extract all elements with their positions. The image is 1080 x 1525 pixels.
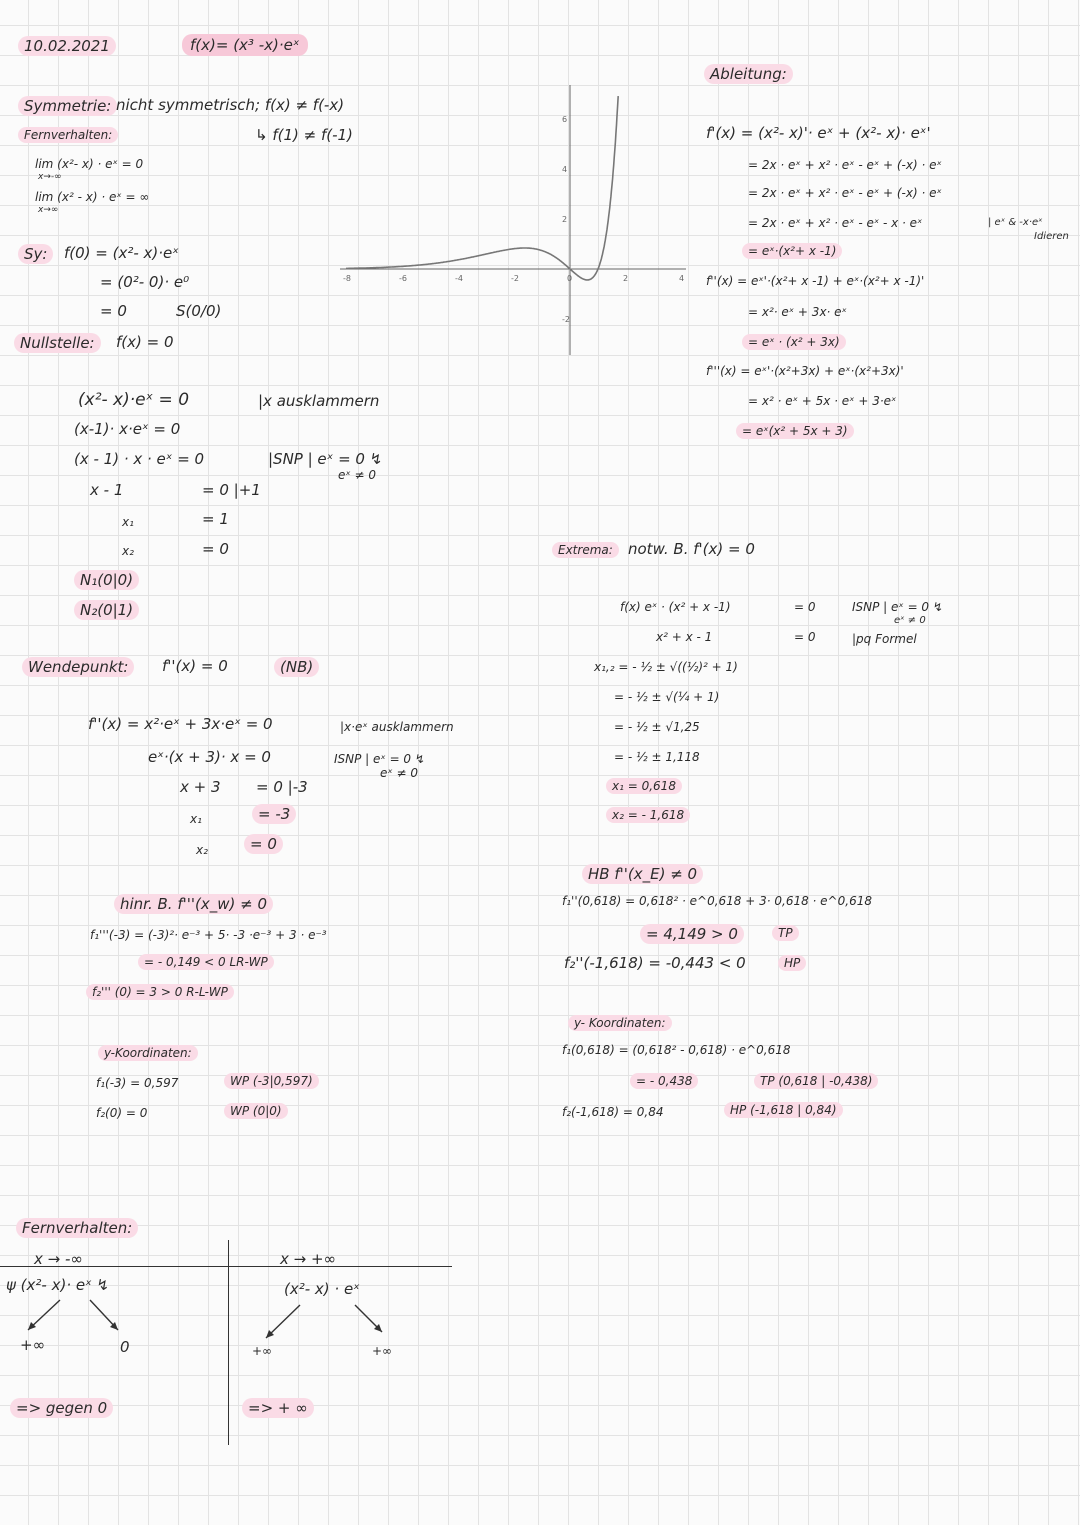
- derivative-3: = 2x · eˣ + x² · eˣ - eˣ + (-x) · eˣ: [748, 186, 942, 200]
- sy-line-1: f(0) = (x²- x)·eˣ: [64, 244, 179, 262]
- extrema-label: Extrema:: [552, 542, 619, 558]
- hb-line-3: f₂''(-1,618) = -0,443 < 0: [564, 954, 746, 972]
- extrema-line-2-note: |pq Formel: [852, 632, 917, 646]
- limit-2: lim (x² - x) · eˣ = ∞: [35, 190, 150, 204]
- y-koordinaten-right-3: f₂(-1,618) = 0,84: [562, 1105, 664, 1119]
- x-tick-label: 4: [679, 274, 685, 283]
- y-koordinaten-right-2: = - 0,438: [630, 1073, 698, 1089]
- table-right-expr: (x²- x) · eˣ: [284, 1280, 360, 1298]
- ns-line-5: x₁: [122, 515, 134, 529]
- table-left-b: 0: [120, 1338, 130, 1356]
- x-tick-label: 0: [567, 274, 573, 283]
- hb-line-2: = 4,149 > 0: [640, 924, 744, 944]
- derivative-10: = x² · eˣ + 5x · eˣ + 3·eˣ: [748, 394, 897, 408]
- extrema-line-1: f(x) eˣ · (x² + x -1): [620, 600, 731, 614]
- fernverhalten-label: Fernverhalten:: [18, 127, 118, 143]
- derivative-1: f'(x) = (x²- x)'· eˣ + (x²- x)· eˣ': [706, 124, 931, 142]
- wendepunkt-nb: (NB): [274, 657, 319, 677]
- function-title: f(x)= (x³ -x)·eˣ: [182, 34, 308, 56]
- symmetry-text-2: ↳ f(1) ≠ f(-1): [255, 126, 353, 144]
- hb-line-2-right: TP: [772, 925, 799, 941]
- wendepunkt-2: WP (0|0): [224, 1103, 288, 1119]
- hinr-b-label: hinr. B. f'''(x_w) ≠ 0: [114, 894, 273, 914]
- wendepunkt-condition: f''(x) = 0: [162, 657, 228, 675]
- table-left-result: => gegen 0: [10, 1398, 113, 1418]
- zero-point-1: N₁(0|0): [74, 570, 139, 590]
- table-right-result: => + ∞: [242, 1398, 314, 1418]
- tiefpunkt: TP (0,618 | -0,438): [754, 1073, 878, 1089]
- ns-line-3-note: |SNP | eˣ = 0 ↯: [268, 450, 383, 468]
- wp-line-2-note: ISNP | eˣ = 0 ↯: [334, 752, 425, 766]
- wp-line-3-right: = 0 |-3: [256, 778, 308, 796]
- x-tick-label: -2: [511, 274, 519, 283]
- y-tick-label: 4: [562, 165, 568, 174]
- ns-line-4: x - 1: [90, 481, 124, 499]
- y-koordinaten-right-label: y- Koordinaten:: [568, 1015, 672, 1031]
- derivative-4-note-2: Idieren: [1034, 231, 1069, 242]
- table-right-head: x → +∞: [280, 1250, 337, 1268]
- y-koordinaten-right-1: f₁(0,618) = (0,618² - 0,618) · e^0,618: [562, 1043, 791, 1057]
- sy-point: S(0/0): [176, 302, 222, 320]
- derivative-9: f'''(x) = eˣ'·(x²+3x) + eˣ·(x²+3x)': [706, 364, 904, 378]
- hochpunkt: HP (-1,618 | 0,84): [724, 1102, 843, 1118]
- derivative-7: = x²· eˣ + 3x· eˣ: [748, 305, 847, 319]
- sy-line-3: = 0: [100, 302, 127, 320]
- ns-line-3-note-2: eˣ ≠ 0: [338, 468, 377, 482]
- hb-line-1: f₁''(0,618) = 0,618² · e^0,618 + 3· 0,618 · e^0,618: [562, 894, 872, 908]
- hinr-b-line-1: f₁'''(-3) = (-3)²· e⁻³ + 5· -3 ·e⁻³ + 3 · e⁻³: [90, 928, 327, 942]
- fernverhalten-2-label: Fernverhalten:: [16, 1218, 138, 1238]
- wp-line-5-right: = 0: [244, 834, 283, 854]
- ns-line-5-right: = 1: [202, 510, 229, 528]
- table-left-head: x → -∞: [34, 1250, 83, 1268]
- hinr-b-line-2: = - 0,149 < 0 LR-WP: [138, 954, 274, 970]
- x-tick-label: -4: [455, 274, 463, 283]
- sy-line-2: = (0²- 0)· e⁰: [100, 273, 190, 291]
- pq-line-2: = - ½ ± √(¼ + 1): [614, 690, 720, 704]
- sy-label: Sy:: [18, 244, 53, 264]
- derivative-5: = eˣ·(x²+ x -1): [742, 243, 842, 259]
- hinr-b-line-3: f₂''' (0) = 3 > 0 R-L-WP: [86, 984, 234, 1000]
- pq-line-4: = - ½ ± 1,118: [614, 750, 700, 764]
- graph-curve: [346, 96, 618, 280]
- extrema-line-2-right: = 0: [794, 630, 816, 644]
- date: 10.02.2021: [18, 36, 116, 56]
- ns-line-2: (x-1)· x·eˣ = 0: [74, 420, 181, 438]
- extrema-line-1-note-2: eˣ ≠ 0: [894, 615, 926, 626]
- extrema-condition: notw. B. f'(x) = 0: [628, 540, 755, 558]
- symmetry-label: Symmetrie:: [18, 96, 117, 116]
- function-graph: [330, 75, 690, 365]
- ns-line-1-note: |x ausklammern: [258, 392, 380, 410]
- y-koordinaten-label: y-Koordinaten:: [98, 1045, 198, 1061]
- wp-line-1: f''(x) = x²·eˣ + 3x·eˣ = 0: [88, 715, 273, 733]
- ns-line-3: (x - 1) · x · eˣ = 0: [74, 450, 205, 468]
- pq-line-3: = - ½ ± √1,25: [614, 720, 700, 734]
- nullstelle-label: Nullstelle:: [14, 333, 101, 353]
- limit-2-sub: x→∞: [38, 205, 59, 215]
- y-tick-label: 6: [562, 115, 568, 124]
- extrema-line-1-right: = 0: [794, 600, 816, 614]
- pq-line-1: x₁,₂ = - ½ ± √((½)² + 1): [594, 660, 738, 674]
- wp-line-1-note: |x·eˣ ausklammern: [340, 720, 454, 734]
- x-tick-label: 2: [623, 274, 629, 283]
- extrema-line-2: x² + x - 1: [656, 630, 713, 644]
- ns-line-6: x₂: [122, 544, 134, 558]
- wp-line-2-note-2: eˣ ≠ 0: [380, 766, 419, 780]
- limit-1-sub: x→-∞: [38, 172, 62, 182]
- pq-line-5: x₁ = 0,618: [606, 778, 682, 794]
- wp-line-3: x + 3: [180, 778, 221, 796]
- wp-line-2: eˣ·(x + 3)· x = 0: [148, 748, 271, 766]
- nullstelle-condition: f(x) = 0: [116, 333, 174, 351]
- table-left-expr: ψ (x²- x)· eˣ ↯: [6, 1276, 110, 1294]
- wp-line-4: x₁: [190, 812, 202, 826]
- wp-line-5: x₂: [196, 843, 208, 857]
- wp-line-4-right: = -3: [252, 804, 296, 824]
- derivative-6: f''(x) = eˣ'·(x²+ x -1) + eˣ·(x²+ x -1)': [706, 274, 925, 288]
- limit-1: lim (x²- x) · eˣ = 0: [35, 157, 144, 171]
- x-tick-label: -8: [343, 274, 351, 283]
- ns-line-1: (x²- x)·eˣ = 0: [78, 390, 190, 410]
- ns-line-4-right: = 0 |+1: [202, 481, 261, 499]
- wendepunkt-1: WP (-3|0,597): [224, 1073, 319, 1089]
- zero-point-2: N₂(0|1): [74, 600, 139, 620]
- y-tick-label: -2: [562, 315, 570, 324]
- pq-line-6: x₂ = - 1,618: [606, 807, 690, 823]
- hb-label: HB f''(x_E) ≠ 0: [582, 864, 703, 884]
- ableitung-label: Ableitung:: [704, 64, 793, 84]
- table-right-a: +∞: [252, 1344, 273, 1358]
- wendepunkt-label: Wendepunkt:: [22, 657, 134, 677]
- derivative-8: = eˣ · (x² + 3x): [742, 334, 846, 350]
- table-right-b: +∞: [372, 1344, 393, 1358]
- derivative-2: = 2x · eˣ + x² · eˣ - eˣ + (-x) · eˣ: [748, 158, 942, 172]
- derivative-4-note: | eˣ & -x·eˣ: [988, 217, 1043, 228]
- y-tick-label: 2: [562, 215, 568, 224]
- hb-line-3-right: HP: [778, 955, 806, 971]
- y-koordinaten-1: f₁(-3) = 0,597: [96, 1076, 179, 1090]
- derivative-4: = 2x · eˣ + x² · eˣ - eˣ - x · eˣ: [748, 216, 923, 230]
- y-koordinaten-2: f₂(0) = 0: [96, 1106, 148, 1120]
- derivative-11: = eˣ(x² + 5x + 3): [736, 423, 854, 439]
- table-left-a: +∞: [20, 1336, 46, 1354]
- ns-line-6-right: = 0: [202, 540, 229, 558]
- x-tick-label: -6: [399, 274, 407, 283]
- symmetry-text: nicht symmetrisch; f(x) ≠ f(-x): [116, 96, 345, 114]
- extrema-line-1-note: ISNP | eˣ = 0 ↯: [852, 600, 943, 614]
